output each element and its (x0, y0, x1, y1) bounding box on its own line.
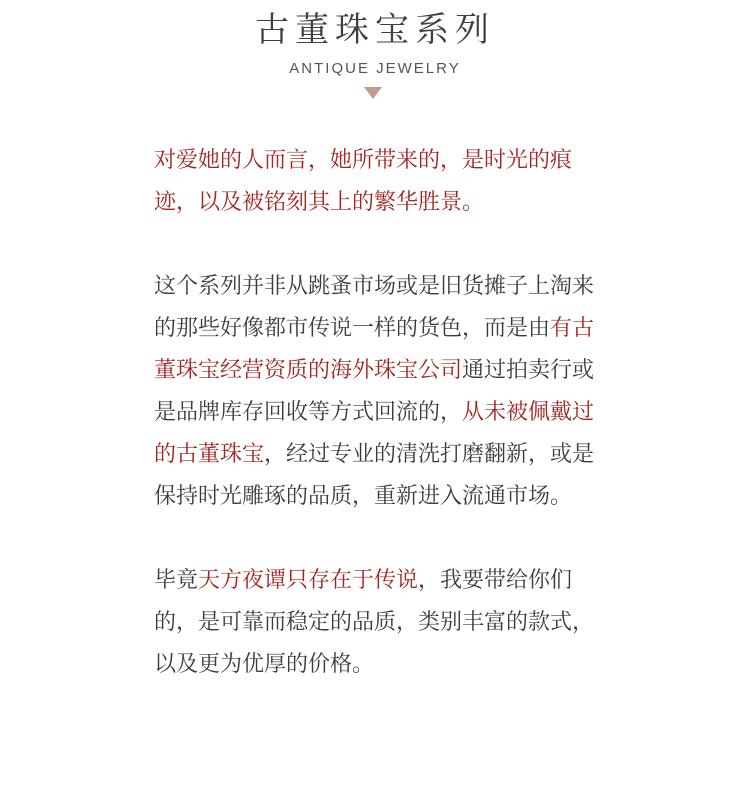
description-paragraph (154, 266, 604, 518)
description-text-1: 这个系列并非从跳蚤市场或是旧货摊子上淘来的那些好像都市传说一样的货色，而是由 (154, 274, 595, 341)
highlight-unworn: 从未被佩戴过的古董珠宝 (154, 400, 595, 467)
down-triangle-icon (364, 87, 382, 99)
page-title: 古董珠宝系列 (255, 10, 495, 50)
description-text-3: ，经过专业的清洗打磨翻新，或是保持时光雕琢的品质，重新进入流通市场。 (154, 442, 595, 509)
highlight-source: 有古董珠宝经营资质的海外珠宝公司 (154, 316, 595, 383)
closing-paragraph (154, 560, 604, 686)
highlight-legend: 天方夜谭只存在于传说 (198, 568, 419, 593)
description-text-2: 通过拍卖行或是品牌库存回收等方式回流的， (154, 358, 595, 425)
closing-text-1: 毕竟 (154, 568, 199, 593)
page-subtitle: ANTIQUE JEWELRY (289, 60, 461, 77)
intro-paragraph: 对爱她的人而言，她所带来的，是时光的痕迹，以及被铭刻其上的繁华胜景。 (154, 148, 573, 215)
closing-text-2: ，我要带给你们的，是可靠而稳定的品质，类别丰富的款式，以及更为优厚的价格。 (154, 568, 595, 677)
article-body (154, 140, 604, 728)
